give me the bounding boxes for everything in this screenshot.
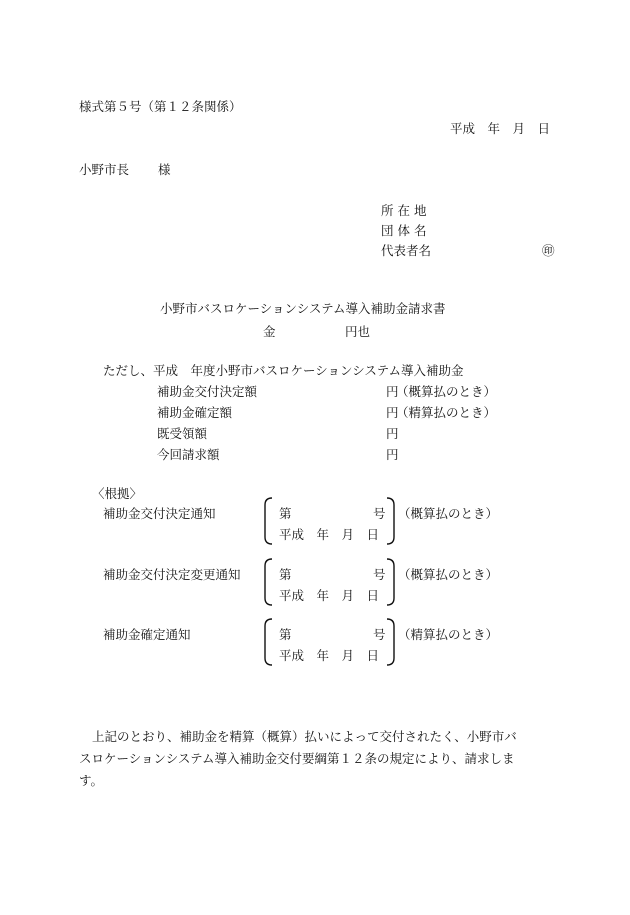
detail-note: （精算払のとき）	[396, 405, 497, 420]
notice-number-prefix: 第	[279, 627, 292, 642]
basis-note: （概算払のとき）	[398, 506, 499, 521]
left-bracket	[263, 618, 273, 666]
basis-heading: 〈根拠〉	[92, 486, 143, 501]
address-label: 所 在 地	[381, 203, 427, 218]
closing-text-line: スロケーションシステム導入補助金交付要綱第１２条の規定により、請求しま	[79, 751, 515, 766]
closing-text-line: 上記のとおり、補助金を精算（概算）払いによって交付されたく、小野市バ	[92, 729, 517, 744]
addressee-name: 小野市長	[79, 162, 130, 177]
notice-date: 平成 年 月 日	[279, 527, 380, 542]
notice-number-suffix: 号	[373, 567, 386, 582]
basis-note: （精算払のとき）	[398, 627, 499, 642]
basis-note: （概算払のとき）	[398, 567, 499, 582]
left-bracket	[263, 497, 273, 545]
notice-date: 平成 年 月 日	[279, 648, 380, 663]
document-title: 小野市バスロケーションシステム導入補助金請求書	[160, 301, 446, 316]
amount-prefix: 金	[263, 324, 276, 339]
closing-text-line: す。	[79, 773, 104, 788]
detail-note: （概算払のとき）	[396, 384, 497, 399]
representative-label: 代表者名	[381, 243, 432, 258]
detail-label: 補助金確定額	[157, 405, 233, 420]
right-bracket	[386, 497, 396, 545]
form-number: 様式第５号（第１２条関係）	[79, 99, 242, 114]
detail-unit: 円	[386, 447, 399, 462]
basis-label: 補助金確定通知	[103, 627, 191, 642]
detail-unit: 円	[386, 405, 399, 420]
detail-unit: 円	[386, 384, 399, 399]
detail-label: 今回請求額	[157, 447, 220, 462]
detail-label: 既受領額	[157, 426, 208, 441]
document-date: 平成 年 月 日	[450, 121, 551, 136]
details-intro: ただし、平成 年度小野市バスロケーションシステム導入補助金	[103, 363, 464, 378]
right-bracket	[386, 558, 396, 606]
notice-number-prefix: 第	[279, 567, 292, 582]
notice-number-suffix: 号	[373, 506, 386, 521]
seal-mark: ㊞	[542, 243, 555, 258]
notice-number-prefix: 第	[279, 506, 292, 521]
amount-suffix: 円也	[345, 324, 371, 339]
detail-label: 補助金交付決定額	[157, 384, 258, 399]
detail-unit: 円	[386, 426, 399, 441]
left-bracket	[263, 558, 273, 606]
notice-number-suffix: 号	[373, 627, 386, 642]
right-bracket	[386, 618, 396, 666]
organization-label: 団 体 名	[381, 223, 427, 238]
basis-label: 補助金交付決定通知	[103, 506, 216, 521]
notice-date: 平成 年 月 日	[279, 588, 380, 603]
addressee-honorific: 様	[158, 162, 171, 177]
basis-label: 補助金交付決定変更通知	[103, 567, 241, 582]
